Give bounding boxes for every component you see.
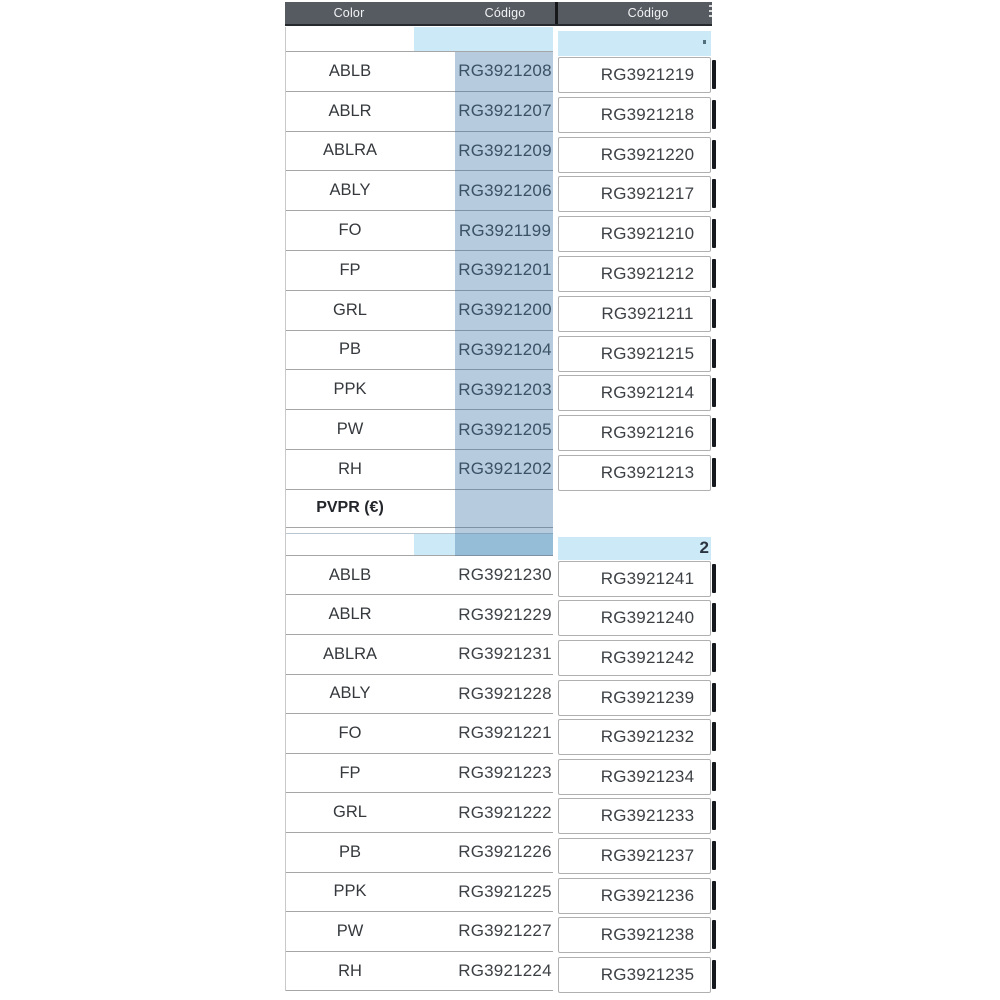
- codigo1-cell[interactable]: RG3921207: [458, 101, 552, 121]
- codigo1-cell[interactable]: RG3921205: [458, 419, 552, 439]
- filter-value: 2: [699, 538, 709, 558]
- codigo2-cell[interactable]: RG3921217: [558, 176, 711, 212]
- codigo1-cell[interactable]: RG3921204: [458, 339, 552, 359]
- color-cell[interactable]: PPK: [333, 380, 367, 399]
- codigo2-cell[interactable]: RG3921216: [558, 415, 711, 451]
- codigo2-cell[interactable]: RG3921232: [558, 719, 711, 755]
- table-row: [286, 793, 553, 833]
- codigo1-cell[interactable]: RG3921206: [458, 180, 552, 200]
- table-row: [286, 331, 553, 371]
- color-cell[interactable]: FO: [338, 723, 362, 742]
- color-cell[interactable]: ABLY: [329, 181, 371, 200]
- table-row: [558, 718, 711, 758]
- color-cell[interactable]: FO: [338, 221, 362, 240]
- codigo1-cell[interactable]: RG3921228: [458, 683, 552, 703]
- codigo1-cell[interactable]: RG3921229: [458, 604, 552, 624]
- table-row: [558, 956, 711, 996]
- table-row: [558, 56, 711, 96]
- table-row: [286, 171, 553, 211]
- codigo2-cell[interactable]: RG3921210: [558, 216, 711, 252]
- filter-cell-codigo1[interactable]: [414, 27, 553, 51]
- codigo1-cell[interactable]: RG3921202: [458, 459, 552, 479]
- table-row: [558, 374, 711, 414]
- table-row: [558, 136, 711, 176]
- table-row: [286, 635, 553, 675]
- color-cell[interactable]: ABLB: [328, 61, 372, 80]
- color-cell[interactable]: ABLY: [329, 684, 371, 703]
- table-row: [286, 410, 553, 450]
- codigo2-cell[interactable]: RG3921236: [558, 878, 711, 914]
- codigo2-cell[interactable]: RG3921214: [558, 375, 711, 411]
- color-cell[interactable]: PW: [336, 420, 364, 439]
- color-cell[interactable]: RH: [338, 459, 362, 478]
- codigo2-cell[interactable]: RG3921240: [558, 600, 711, 636]
- table-row: [558, 454, 711, 494]
- color-cell[interactable]: PB: [338, 340, 361, 359]
- table-row: [286, 912, 553, 952]
- codigo2-cell[interactable]: RG3921239: [558, 680, 711, 716]
- table-row: [286, 450, 553, 490]
- codigo2-cell[interactable]: RG3921218: [558, 97, 711, 133]
- pvpr-label[interactable]: PVPR (€): [316, 499, 384, 517]
- table-row: [286, 952, 553, 992]
- codigo1-cell[interactable]: RG3921222: [458, 802, 552, 822]
- filter-cell-codigo2[interactable]: [558, 31, 711, 56]
- codigo2-cell[interactable]: RG3921212: [558, 256, 711, 292]
- filter-cell-codigo1-2[interactable]: [414, 534, 553, 555]
- table-row: [558, 215, 711, 255]
- color-cell[interactable]: GRL: [333, 300, 367, 319]
- table-row: [286, 833, 553, 873]
- pvpr-row: [286, 490, 553, 528]
- codigo1-cell[interactable]: RG3921227: [458, 921, 552, 941]
- table-row: [286, 873, 553, 913]
- codigo1-cell[interactable]: RG3921231: [458, 644, 552, 664]
- table-row: [558, 797, 711, 837]
- color-cell[interactable]: GRL: [333, 803, 367, 822]
- codigo1-cell[interactable]: RG3921226: [458, 842, 552, 862]
- table-row: [558, 96, 711, 136]
- table-row: [558, 877, 711, 917]
- table-row: [286, 52, 553, 92]
- codigo2-cell[interactable]: RG3921211: [558, 296, 711, 332]
- left-table: [285, 27, 553, 991]
- table-row: [286, 92, 553, 132]
- table-row: [286, 291, 553, 331]
- filter-slot: [558, 31, 711, 56]
- codigo1-cell[interactable]: RG3921200: [458, 300, 552, 320]
- table-row: [286, 595, 553, 635]
- table-row: [286, 251, 553, 291]
- table-row: [558, 639, 711, 679]
- right-table: [558, 31, 711, 995]
- codigo2-cell[interactable]: RG3921235: [558, 957, 711, 993]
- codigo1-cell[interactable]: RG3921225: [458, 881, 552, 901]
- filter-cell-codigo2-2[interactable]: [558, 537, 711, 560]
- color-cell[interactable]: PPK: [333, 882, 367, 901]
- codigo2-cell[interactable]: RG3921219: [558, 57, 711, 93]
- codigo1-cell[interactable]: RG3921201: [458, 260, 552, 280]
- codigo2-cell[interactable]: RG3921215: [558, 336, 711, 372]
- header-codigo-2[interactable]: Código: [627, 6, 669, 20]
- cutoff-mark: [703, 40, 706, 44]
- codigo2-cell[interactable]: RG3921213: [558, 455, 711, 491]
- table-row: [558, 599, 711, 639]
- codigo2-cell[interactable]: RG3921220: [558, 137, 711, 173]
- table-row: [558, 255, 711, 295]
- codigo1-cell[interactable]: RG3921199: [458, 220, 552, 240]
- codigo1-cell[interactable]: RG3921224: [458, 961, 552, 980]
- color-cell[interactable]: RH: [338, 961, 362, 980]
- table-row: [286, 370, 553, 410]
- table-row: [558, 414, 711, 454]
- cutoff-header-fragment: [709, 5, 712, 20]
- color-cell[interactable]: PB: [338, 842, 361, 861]
- table-header: [285, 2, 712, 26]
- color-cell[interactable]: ABLR: [328, 101, 372, 120]
- table-row: [558, 916, 711, 956]
- table-row: [558, 295, 711, 335]
- table-row: [286, 714, 553, 754]
- table-row: [558, 837, 711, 877]
- codigo2-cell[interactable]: RG3921238: [558, 917, 711, 953]
- table-row: [286, 211, 553, 251]
- header-codigo-1[interactable]: Código: [484, 6, 526, 20]
- codigo2-cell[interactable]: RG3921242: [558, 640, 711, 676]
- header-color[interactable]: Color: [333, 6, 365, 20]
- color-cell[interactable]: ABLB: [328, 565, 372, 584]
- table-row: [286, 754, 553, 794]
- codigo2-cell[interactable]: RG3921234: [558, 759, 711, 795]
- table-row: [558, 335, 711, 375]
- table-row: [558, 679, 711, 719]
- empty-slot: [558, 494, 711, 532]
- codigo1-cell[interactable]: RG3921208: [458, 61, 552, 81]
- codigo1-cell[interactable]: RG3921209: [458, 140, 552, 160]
- table-row: [286, 132, 553, 172]
- codigo2-cell[interactable]: RG3921241: [558, 561, 711, 597]
- filter-row-2[interactable]: [286, 533, 553, 556]
- color-cell[interactable]: PW: [336, 921, 364, 940]
- codigo1-cell[interactable]: RG3921230: [458, 565, 552, 585]
- table-row: [286, 675, 553, 715]
- codigo1-cell[interactable]: RG3921203: [458, 379, 552, 399]
- codigo1-cell[interactable]: RG3921223: [458, 763, 552, 783]
- table-row: [558, 758, 711, 798]
- table-row: [558, 175, 711, 215]
- color-cell[interactable]: ABLRA: [322, 644, 378, 663]
- color-cell[interactable]: ABLR: [328, 605, 372, 624]
- color-cell[interactable]: FP: [339, 260, 361, 279]
- table-row: [558, 560, 711, 600]
- filter-slot-2: [558, 537, 711, 560]
- table-row: [286, 556, 553, 596]
- codigo2-cell[interactable]: RG3921237: [558, 838, 711, 874]
- filter-row[interactable]: [286, 27, 553, 52]
- color-cell[interactable]: ABLRA: [322, 141, 378, 160]
- color-cell[interactable]: FP: [339, 763, 361, 782]
- codigo2-cell[interactable]: RG3921233: [558, 798, 711, 834]
- codigo1-cell[interactable]: RG3921221: [458, 723, 552, 743]
